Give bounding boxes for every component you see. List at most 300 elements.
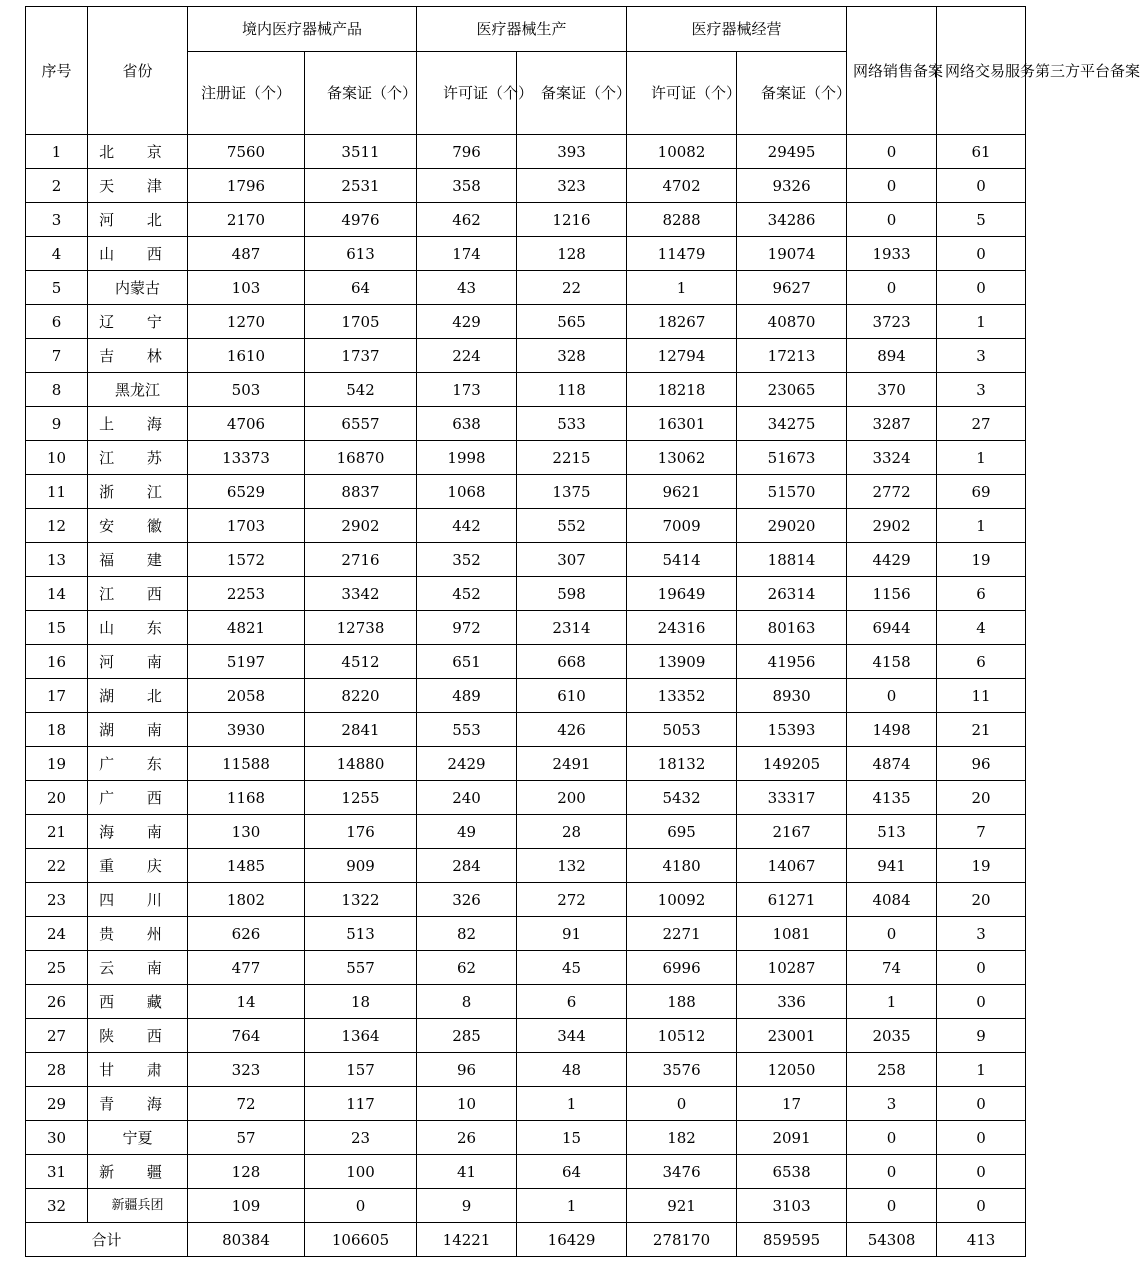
row-seq: 25: [26, 951, 88, 985]
row-value: 14067: [737, 849, 847, 883]
row-value: 5197: [188, 645, 305, 679]
row-value: 7: [937, 815, 1026, 849]
row-value: 344: [517, 1019, 627, 1053]
total-row: [26, 1223, 1026, 1257]
row-province: 新 疆: [88, 1155, 188, 1189]
row-value: 13373: [188, 441, 305, 475]
row-province: 贵 州: [88, 917, 188, 951]
row-value: 2271: [627, 917, 737, 951]
row-value: 1498: [847, 713, 937, 747]
header-filing-domestic: 备案证（个）: [305, 52, 417, 135]
total-label: 合计: [26, 1223, 188, 1257]
row-value: 894: [847, 339, 937, 373]
row-seq: 13: [26, 543, 88, 577]
row-value: 972: [417, 611, 517, 645]
row-value: 1572: [188, 543, 305, 577]
row-value: 132: [517, 849, 627, 883]
row-value: 7560: [188, 135, 305, 169]
row-value: 182: [627, 1121, 737, 1155]
row-value: 796: [417, 135, 517, 169]
row-value: 503: [188, 373, 305, 407]
header-group-production: 医疗器械生产: [417, 7, 627, 52]
row-value: 24316: [627, 611, 737, 645]
row-value: 941: [847, 849, 937, 883]
row-value: 3576: [627, 1053, 737, 1087]
row-value: 8837: [305, 475, 417, 509]
row-value: 1: [517, 1087, 627, 1121]
row-value: 118: [517, 373, 627, 407]
row-value: 557: [305, 951, 417, 985]
table-row: [26, 475, 1026, 509]
row-value: 0: [305, 1189, 417, 1223]
header-province: 省份: [88, 7, 188, 135]
row-value: 307: [517, 543, 627, 577]
row-value: 1081: [737, 917, 847, 951]
row-value: 4821: [188, 611, 305, 645]
header-filing-production: 备案证（个）: [517, 52, 627, 135]
row-value: 1: [937, 1053, 1026, 1087]
row-value: 13909: [627, 645, 737, 679]
row-seq: 17: [26, 679, 88, 713]
row-seq: 26: [26, 985, 88, 1019]
row-value: 0: [847, 169, 937, 203]
row-value: 3476: [627, 1155, 737, 1189]
row-value: 11479: [627, 237, 737, 271]
row-seq: 1: [26, 135, 88, 169]
row-province: 河 北: [88, 203, 188, 237]
table-row: [26, 611, 1026, 645]
row-value: 477: [188, 951, 305, 985]
total-value: 106605: [305, 1223, 417, 1257]
row-value: 13062: [627, 441, 737, 475]
row-value: 442: [417, 509, 517, 543]
row-value: 28: [517, 815, 627, 849]
row-value: 1: [937, 305, 1026, 339]
row-value: 3: [847, 1087, 937, 1121]
table-row: [26, 1019, 1026, 1053]
row-value: 103: [188, 271, 305, 305]
row-value: 34275: [737, 407, 847, 441]
table-row: [26, 509, 1026, 543]
row-value: 4180: [627, 849, 737, 883]
row-province: 湖 南: [88, 713, 188, 747]
row-value: 1796: [188, 169, 305, 203]
row-value: 1156: [847, 577, 937, 611]
header-third-party: 网络交易服务第三方平台备案: [937, 7, 1026, 135]
row-value: 6996: [627, 951, 737, 985]
row-province: 安 徽: [88, 509, 188, 543]
row-value: 6: [517, 985, 627, 1019]
header-registration: 注册证（个）: [188, 52, 305, 135]
row-value: 429: [417, 305, 517, 339]
row-province: 宁夏: [88, 1121, 188, 1155]
row-value: 6529: [188, 475, 305, 509]
row-seq: 27: [26, 1019, 88, 1053]
row-value: 1: [627, 271, 737, 305]
row-seq: 19: [26, 747, 88, 781]
row-value: 49: [417, 815, 517, 849]
row-province: 青 海: [88, 1087, 188, 1121]
row-value: 1: [937, 509, 1026, 543]
row-value: 4512: [305, 645, 417, 679]
table-row: [26, 781, 1026, 815]
table-row: [26, 1053, 1026, 1087]
row-value: 10082: [627, 135, 737, 169]
row-value: 18132: [627, 747, 737, 781]
row-value: 613: [305, 237, 417, 271]
row-value: 14: [188, 985, 305, 1019]
row-value: 6: [937, 645, 1026, 679]
row-value: 23065: [737, 373, 847, 407]
row-value: 16870: [305, 441, 417, 475]
row-value: 3723: [847, 305, 937, 339]
row-value: 2772: [847, 475, 937, 509]
row-value: 565: [517, 305, 627, 339]
row-value: 0: [937, 237, 1026, 271]
table-row: [26, 339, 1026, 373]
row-value: 8: [417, 985, 517, 1019]
row-value: 29495: [737, 135, 847, 169]
total-value: 278170: [627, 1223, 737, 1257]
table-row: [26, 985, 1026, 1019]
row-seq: 29: [26, 1087, 88, 1121]
row-value: 23: [305, 1121, 417, 1155]
header-license-operation: 许可证（个）: [627, 52, 737, 135]
row-value: 19: [937, 849, 1026, 883]
row-value: 9326: [737, 169, 847, 203]
row-value: 61271: [737, 883, 847, 917]
row-value: 4084: [847, 883, 937, 917]
table-row: [26, 543, 1026, 577]
row-value: 18267: [627, 305, 737, 339]
row-value: 2170: [188, 203, 305, 237]
row-value: 5414: [627, 543, 737, 577]
row-value: 3930: [188, 713, 305, 747]
row-value: 4158: [847, 645, 937, 679]
table-row: [26, 1087, 1026, 1121]
row-value: 695: [627, 815, 737, 849]
row-value: 96: [937, 747, 1026, 781]
row-value: 2167: [737, 815, 847, 849]
row-value: 11: [937, 679, 1026, 713]
row-value: 2429: [417, 747, 517, 781]
row-value: 21: [937, 713, 1026, 747]
row-value: 542: [305, 373, 417, 407]
table-row: [26, 1189, 1026, 1223]
row-value: 27: [937, 407, 1026, 441]
row-value: 0: [937, 271, 1026, 305]
row-value: 1: [847, 985, 937, 1019]
row-value: 0: [627, 1087, 737, 1121]
row-value: 0: [847, 1155, 937, 1189]
row-value: 173: [417, 373, 517, 407]
row-value: 13352: [627, 679, 737, 713]
row-value: 62: [417, 951, 517, 985]
row-value: 2531: [305, 169, 417, 203]
row-value: 323: [188, 1053, 305, 1087]
row-value: 19074: [737, 237, 847, 271]
row-value: 2314: [517, 611, 627, 645]
total-value: 80384: [188, 1223, 305, 1257]
row-value: 3103: [737, 1189, 847, 1223]
row-province: 北 京: [88, 135, 188, 169]
row-value: 11588: [188, 747, 305, 781]
table-row: [26, 441, 1026, 475]
row-value: 3511: [305, 135, 417, 169]
row-value: 0: [847, 271, 937, 305]
row-value: 285: [417, 1019, 517, 1053]
row-value: 128: [517, 237, 627, 271]
total-value: 54308: [847, 1223, 937, 1257]
row-province: 云 南: [88, 951, 188, 985]
row-value: 5432: [627, 781, 737, 815]
row-value: 19: [937, 543, 1026, 577]
row-value: 909: [305, 849, 417, 883]
row-seq: 9: [26, 407, 88, 441]
row-value: 487: [188, 237, 305, 271]
row-value: 2091: [737, 1121, 847, 1155]
row-seq: 10: [26, 441, 88, 475]
row-value: 40870: [737, 305, 847, 339]
row-value: 638: [417, 407, 517, 441]
header-license-production: 许可证（个）: [417, 52, 517, 135]
total-value: 16429: [517, 1223, 627, 1257]
row-seq: 8: [26, 373, 88, 407]
row-value: 100: [305, 1155, 417, 1189]
row-value: 0: [847, 203, 937, 237]
row-value: 9621: [627, 475, 737, 509]
row-value: 8930: [737, 679, 847, 713]
row-value: 2491: [517, 747, 627, 781]
row-value: 96: [417, 1053, 517, 1087]
row-value: 533: [517, 407, 627, 441]
row-value: 20: [937, 883, 1026, 917]
row-province: 江 西: [88, 577, 188, 611]
row-value: 4429: [847, 543, 937, 577]
row-value: 4: [937, 611, 1026, 645]
row-province: 甘 肃: [88, 1053, 188, 1087]
row-province: 湖 北: [88, 679, 188, 713]
row-value: 1802: [188, 883, 305, 917]
row-value: 2902: [305, 509, 417, 543]
row-value: 272: [517, 883, 627, 917]
row-value: 4706: [188, 407, 305, 441]
row-value: 0: [937, 985, 1026, 1019]
row-value: 598: [517, 577, 627, 611]
row-value: 33317: [737, 781, 847, 815]
row-value: 1322: [305, 883, 417, 917]
row-value: 16301: [627, 407, 737, 441]
row-seq: 5: [26, 271, 88, 305]
row-value: 41956: [737, 645, 847, 679]
row-value: 34286: [737, 203, 847, 237]
row-province: 广 西: [88, 781, 188, 815]
row-value: 128: [188, 1155, 305, 1189]
row-value: 258: [847, 1053, 937, 1087]
row-value: 9: [937, 1019, 1026, 1053]
row-seq: 31: [26, 1155, 88, 1189]
row-value: 370: [847, 373, 937, 407]
row-value: 5: [937, 203, 1026, 237]
row-value: 26314: [737, 577, 847, 611]
row-value: 174: [417, 237, 517, 271]
row-province: 海 南: [88, 815, 188, 849]
row-value: 7009: [627, 509, 737, 543]
row-value: 2253: [188, 577, 305, 611]
row-value: 358: [417, 169, 517, 203]
row-value: 0: [847, 1121, 937, 1155]
row-seq: 32: [26, 1189, 88, 1223]
table-row: [26, 713, 1026, 747]
row-value: 6: [937, 577, 1026, 611]
row-value: 3: [937, 339, 1026, 373]
total-value: 859595: [737, 1223, 847, 1257]
row-province: 辽 宁: [88, 305, 188, 339]
row-value: 29020: [737, 509, 847, 543]
row-value: 3324: [847, 441, 937, 475]
row-value: 2035: [847, 1019, 937, 1053]
row-value: 336: [737, 985, 847, 1019]
row-value: 626: [188, 917, 305, 951]
row-value: 1270: [188, 305, 305, 339]
row-value: 188: [627, 985, 737, 1019]
row-value: 157: [305, 1053, 417, 1087]
row-value: 64: [305, 271, 417, 305]
row-value: 1485: [188, 849, 305, 883]
row-value: 1364: [305, 1019, 417, 1053]
row-province: 山 西: [88, 237, 188, 271]
row-value: 553: [417, 713, 517, 747]
table-row: [26, 1155, 1026, 1189]
row-value: 1933: [847, 237, 937, 271]
row-seq: 23: [26, 883, 88, 917]
row-value: 2215: [517, 441, 627, 475]
row-value: 352: [417, 543, 517, 577]
row-value: 462: [417, 203, 517, 237]
row-seq: 20: [26, 781, 88, 815]
row-province: 内蒙古: [88, 271, 188, 305]
row-seq: 21: [26, 815, 88, 849]
row-value: 1216: [517, 203, 627, 237]
row-value: 9: [417, 1189, 517, 1223]
row-province: 浙 江: [88, 475, 188, 509]
row-seq: 12: [26, 509, 88, 543]
row-value: 426: [517, 713, 627, 747]
row-value: 0: [937, 1155, 1026, 1189]
table-row: [26, 747, 1026, 781]
row-value: 61: [937, 135, 1026, 169]
row-value: 10512: [627, 1019, 737, 1053]
row-value: 80163: [737, 611, 847, 645]
row-value: 393: [517, 135, 627, 169]
row-value: 224: [417, 339, 517, 373]
row-value: 4702: [627, 169, 737, 203]
header-filing-operation: 备案证（个）: [737, 52, 847, 135]
row-value: 17213: [737, 339, 847, 373]
row-value: 2902: [847, 509, 937, 543]
row-province: 江 苏: [88, 441, 188, 475]
row-value: 200: [517, 781, 627, 815]
row-seq: 3: [26, 203, 88, 237]
row-value: 1375: [517, 475, 627, 509]
row-value: 17: [737, 1087, 847, 1121]
row-value: 284: [417, 849, 517, 883]
row-value: 18814: [737, 543, 847, 577]
row-value: 1737: [305, 339, 417, 373]
row-province: 黑龙江: [88, 373, 188, 407]
row-value: 328: [517, 339, 627, 373]
row-value: 0: [937, 1087, 1026, 1121]
row-value: 1255: [305, 781, 417, 815]
row-seq: 4: [26, 237, 88, 271]
row-value: 12050: [737, 1053, 847, 1087]
row-seq: 11: [26, 475, 88, 509]
row-value: 323: [517, 169, 627, 203]
row-value: 2841: [305, 713, 417, 747]
row-value: 69: [937, 475, 1026, 509]
row-seq: 22: [26, 849, 88, 883]
row-value: 513: [847, 815, 937, 849]
row-value: 82: [417, 917, 517, 951]
row-value: 668: [517, 645, 627, 679]
row-value: 1703: [188, 509, 305, 543]
row-seq: 14: [26, 577, 88, 611]
total-value: 14221: [417, 1223, 517, 1257]
row-value: 1168: [188, 781, 305, 815]
table-row: [26, 1121, 1026, 1155]
row-value: 15393: [737, 713, 847, 747]
row-value: 2058: [188, 679, 305, 713]
row-value: 0: [937, 951, 1026, 985]
row-value: 0: [937, 169, 1026, 203]
row-value: 72: [188, 1087, 305, 1121]
row-value: 43: [417, 271, 517, 305]
row-value: 23001: [737, 1019, 847, 1053]
table-row: [26, 305, 1026, 339]
row-value: 1998: [417, 441, 517, 475]
row-value: 1610: [188, 339, 305, 373]
row-value: 18218: [627, 373, 737, 407]
table-row: [26, 407, 1026, 441]
row-value: 1: [937, 441, 1026, 475]
table-row: [26, 883, 1026, 917]
table-row: [26, 577, 1026, 611]
row-province: 重 庆: [88, 849, 188, 883]
table-row: [26, 951, 1026, 985]
total-value: 413: [937, 1223, 1026, 1257]
row-value: 12794: [627, 339, 737, 373]
table-row: [26, 271, 1026, 305]
row-province: 陕 西: [88, 1019, 188, 1053]
row-seq: 30: [26, 1121, 88, 1155]
row-value: 0: [847, 1189, 937, 1223]
row-seq: 16: [26, 645, 88, 679]
data-table: [25, 6, 1140, 1257]
row-value: 8220: [305, 679, 417, 713]
row-value: 149205: [737, 747, 847, 781]
row-seq: 2: [26, 169, 88, 203]
row-province: 河 南: [88, 645, 188, 679]
row-value: 19649: [627, 577, 737, 611]
header-group-domestic: 境内医疗器械产品: [188, 7, 417, 52]
row-value: 51570: [737, 475, 847, 509]
row-seq: 6: [26, 305, 88, 339]
row-value: 1: [517, 1189, 627, 1223]
row-value: 74: [847, 951, 937, 985]
row-value: 610: [517, 679, 627, 713]
row-value: 3: [937, 373, 1026, 407]
row-value: 3: [937, 917, 1026, 951]
